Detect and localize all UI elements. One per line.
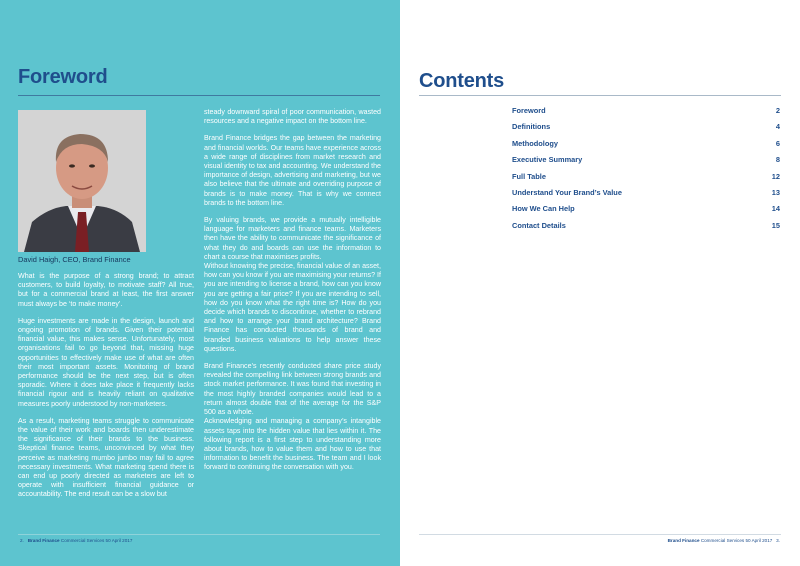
toc-label: Methodology <box>512 138 558 148</box>
toc-label: How We Can Help <box>512 204 575 214</box>
paragraph: By valuing brands, we provide a mutually intelligible language for marketers and finance teams. Marketers then have the ability to communicate the significance of what they do and boards can use the information to chart a course that maximises profits. <box>204 216 381 261</box>
photo-caption: David Haigh, CEO, Brand Finance <box>18 255 131 264</box>
toc-item-full-table[interactable] <box>512 172 780 188</box>
ceo-photo <box>18 110 146 252</box>
toc-label: Contact Details <box>512 220 566 230</box>
footer-brand: Brand Finance <box>27 538 60 543</box>
footer-text: Commercial Services 50 April 2017 <box>60 538 133 543</box>
right-footer <box>668 538 780 543</box>
toc-label: Executive Summary <box>512 155 583 165</box>
toc-page: 14 <box>771 204 780 214</box>
toc-page: 6 <box>775 138 780 148</box>
paragraph: As a result, marketing teams struggle to communicate the value of their work and boards then underestimate the significance of their brands to the business. Skeptical finance teams, unconvinced by what they perceive as marketing mumbo jumbo may fail to agree necessary investments. What marketing spend there is can end up poorly directed as marketers are left to operate with insufficient financial guidance or accountability. The end result can be a slow but <box>18 416 194 499</box>
foreword-column-2 <box>204 108 381 473</box>
paragraph: steady downward spiral of poor communication, wasted resources and a negative impact on the bottom line. <box>204 108 381 126</box>
toc-item-executive-summary[interactable] <box>512 155 780 171</box>
foreword-column-1 <box>18 272 194 500</box>
footer-brand: Brand Finance <box>667 538 700 543</box>
toc-item-how-we-can-help[interactable] <box>512 204 780 220</box>
paragraph: Huge investments are made in the design, launch and ongoing promotion of brands. Given their potential financial value, this makes sense. Unfortunately, most organisations fail to go beyond that, missing huge opportunities to effectively make use of what are often their most important assets. Monitoring of brand performance should be the next step, but is often sporadic. Where it does take place it frequently lacks financial rigour and is heavily reliant on qualitative measures poorly understood by non-marketers. <box>18 316 194 408</box>
table-of-contents <box>512 106 780 237</box>
paragraph: Acknowledging and managing a company’s intangible assets taps into the hidden value that lies within it. The following report is a first step to understanding more about brands, how to value them and how to use that information to benefit the business. The team and I look forward to continuing the conversation with you. <box>204 417 381 472</box>
title-rule <box>18 95 380 96</box>
toc-page: 8 <box>775 155 780 165</box>
toc-page: 13 <box>771 187 780 197</box>
contents-rule <box>419 95 781 96</box>
portrait-image <box>18 110 146 252</box>
toc-label: Full Table <box>512 171 546 181</box>
footer-rule <box>419 534 781 535</box>
left-footer <box>20 538 132 543</box>
toc-page: 4 <box>775 122 780 132</box>
footer-text: Commercial Services 50 April 2017 <box>700 538 773 543</box>
foreword-title: Foreword <box>18 66 108 88</box>
toc-page: 2 <box>775 106 780 115</box>
page-number: 3. <box>776 538 780 543</box>
toc-label: Understand Your Brand’s Value <box>512 187 622 197</box>
toc-item-understand-brand-value[interactable] <box>512 188 780 204</box>
paragraph: Brand Finance bridges the gap between the marketing and financial worlds. Our teams have experience across a wide range of disciplines from market research and visual identity to tax and accounting. We understand the importance of design, advertising and marketing, but we also believe that the ultimate and overriding purpose of brands is to make money. That is why we connect brands to the bottom line. <box>204 134 381 207</box>
toc-page: 15 <box>771 220 780 230</box>
toc-label: Foreword <box>512 106 546 115</box>
page-number: 2. <box>20 538 24 543</box>
toc-item-methodology[interactable] <box>512 139 780 155</box>
toc-item-foreword[interactable] <box>512 106 780 122</box>
paragraph: Without knowing the precise, financial value of an asset, how can you know if you are maximising your returns? If you are intending to license a brand, how can you know you are getting a fair price? If you are intending to sell, how do you know what the right time is? How do you decide which brands to discontinue, whether to rebrand and how to arrange your brand architecture? Brand Finance has conducted thousands of brand and branded business valuations to help answer these questions. <box>204 262 381 353</box>
toc-label: Definitions <box>512 122 551 132</box>
contents-title: Contents <box>419 70 505 92</box>
toc-item-contact-details[interactable] <box>512 221 780 237</box>
paragraph: Brand Finance’s recently conducted share price study revealed the compelling link between strong brands and stock market performance. It was found that investing in the most highly branded companies would lead to a return almost double that of the average for the S&P 500 as a whole. <box>204 362 381 417</box>
paragraph: What is the purpose of a strong brand; to attract customers, to build loyalty, to motivate staff? All true, but for a commercial brand at least, the first answer must always be ‘to make money’. <box>18 272 194 308</box>
footer-rule <box>18 534 380 535</box>
toc-item-definitions[interactable] <box>512 122 780 138</box>
toc-page: 12 <box>771 171 780 181</box>
